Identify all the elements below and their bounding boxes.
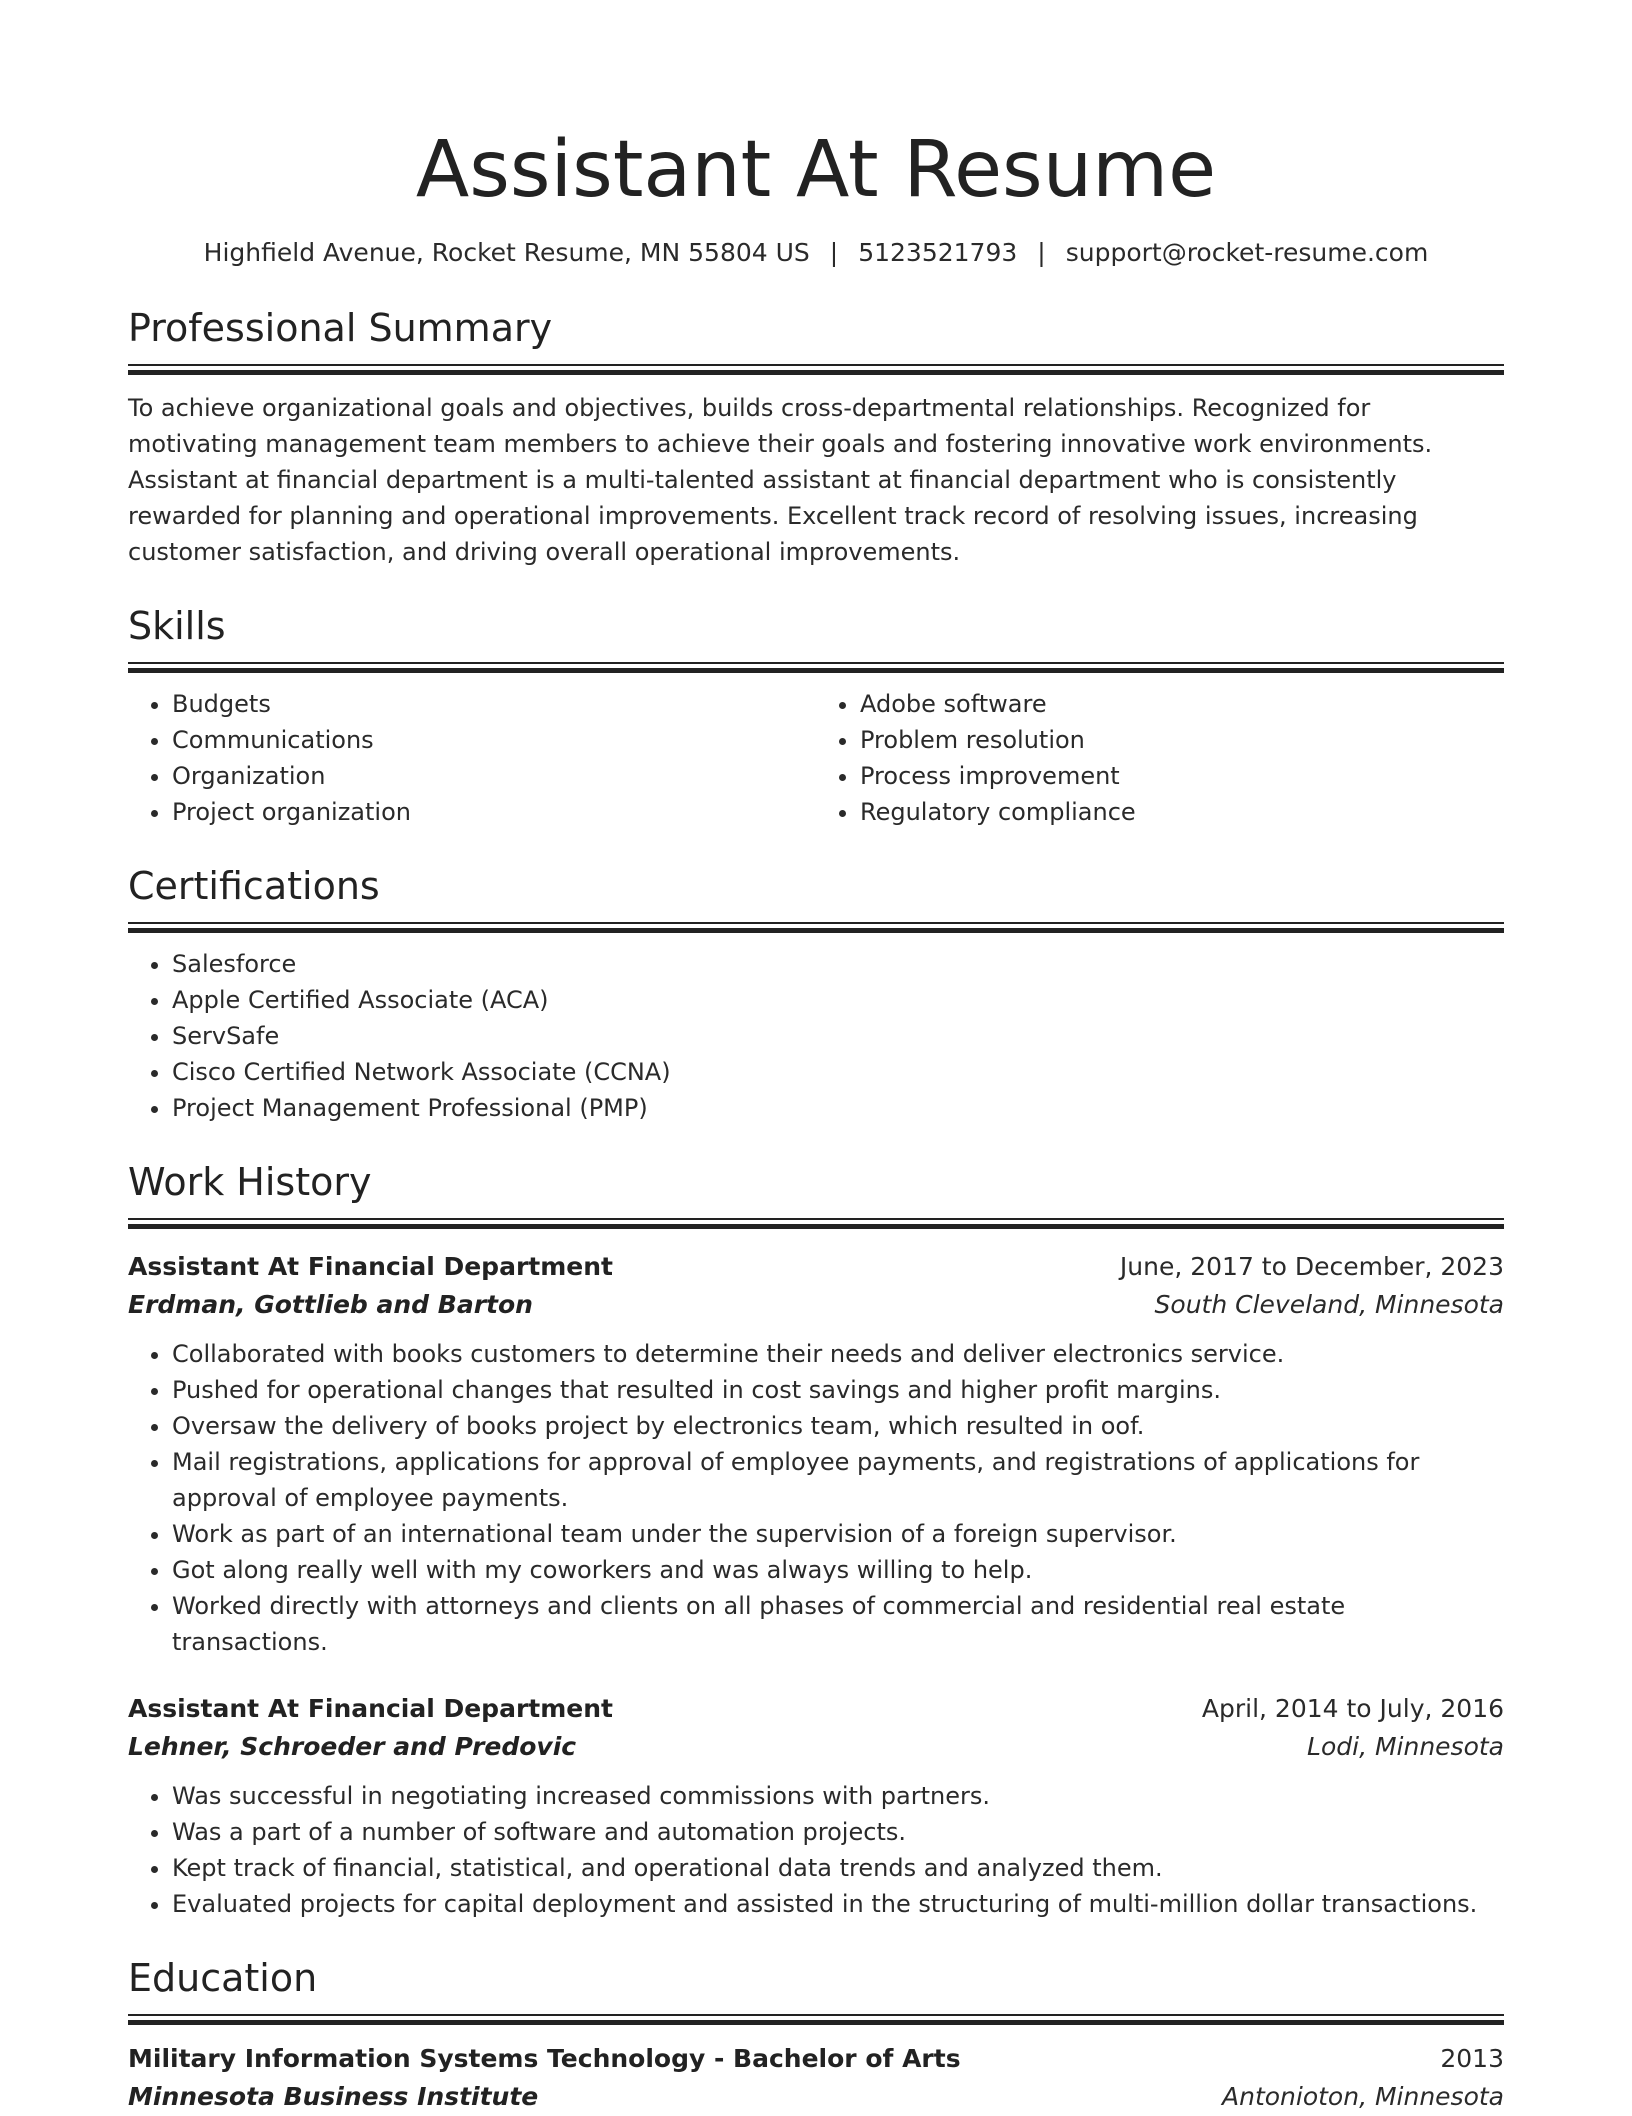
section-title-summary: Professional Summary	[128, 306, 553, 350]
section-divider	[128, 364, 1504, 374]
contact-address: Highfield Avenue, Rocket Resume, MN 55804 US	[203, 238, 810, 267]
section-divider	[128, 922, 1504, 932]
section-divider	[128, 662, 1504, 672]
contact-separator: |	[1037, 238, 1046, 267]
job-entry	[128, 1248, 1504, 1660]
skills-section	[128, 602, 1504, 830]
skills-list-left	[128, 686, 816, 830]
skill-item: • Communications	[172, 722, 816, 758]
education-section	[128, 1954, 1504, 2116]
skill-item: • Problem resolution	[860, 722, 1504, 758]
job-company: Erdman, Gottlieb and Barton	[128, 1290, 533, 1319]
certification-item: • Project Management Professional (PMP)	[172, 1090, 1504, 1126]
section-title-work-history: Work History	[128, 1160, 372, 1204]
certification-item: • Cisco Certified Network Associate (CCNA)	[172, 1054, 1504, 1090]
skill-item: • Organization	[172, 758, 816, 794]
contact-line	[128, 236, 1504, 270]
section-title-education: Education	[128, 1956, 318, 2000]
education-year: 2013	[1440, 2044, 1504, 2073]
job-bullet: • Kept track of financial, statistical, and operational data trends and analyzed them.	[172, 1850, 1504, 1886]
job-bullet: • Collaborated with books customers to determine their needs and deliver electronics service.	[172, 1336, 1504, 1372]
job-title: Assistant At Financial Department	[128, 1252, 613, 1281]
skills-list-right	[816, 686, 1504, 830]
job-bullets	[128, 1336, 1504, 1660]
job-bullet: • Mail registrations, applications for approval of employee payments, and registrations of applications for approval of employee payments.	[172, 1444, 1504, 1516]
job-location: South Cleveland, Minnesota	[1154, 1290, 1504, 1319]
job-title: Assistant At Financial Department	[128, 1694, 613, 1723]
summary-text: To achieve organizational goals and objectives, builds cross-departmental relationships. Recognized for motivating management team members to achieve their goals and fostering innovative work environments. Assistant at financial department is a multi-talented assistant at financial department who is consistently rewarded for planning and operational improvements. Excellent track record of resolving issues, increasing customer satisfaction, and driving overall operational improvements.	[128, 394, 1433, 566]
education-school: Minnesota Business Institute	[128, 2082, 539, 2111]
resume-page	[128, 0, 1504, 2116]
certifications-section	[128, 862, 1504, 1126]
skill-item: • Process improvement	[860, 758, 1504, 794]
job-location: Lodi, Minnesota	[1307, 1732, 1504, 1761]
skills-columns	[128, 686, 1504, 830]
job-bullet: • Oversaw the delivery of books project by electronics team, which resulted in oof.	[172, 1408, 1504, 1444]
contact-phone: 5123521793	[858, 238, 1018, 267]
job-bullet: • Worked directly with attorneys and clients on all phases of commercial and residential real estate transactions.	[172, 1588, 1504, 1660]
job-bullet: • Evaluated projects for capital deployment and assisted in the structuring of multi-million dollar transactions.	[172, 1886, 1504, 1922]
education-degree: Military Information Systems Technology - Bachelor of Arts	[128, 2044, 961, 2073]
certifications-list	[128, 946, 1504, 1126]
summary-section	[128, 304, 1504, 570]
section-divider	[128, 1218, 1504, 1228]
work-history-section	[128, 1158, 1504, 1922]
job-bullet: • Pushed for operational changes that resulted in cost savings and higher profit margins.	[172, 1372, 1504, 1408]
section-title-skills: Skills	[128, 604, 226, 648]
job-dates: June, 2017 to December, 2023	[1119, 1252, 1504, 1281]
candidate-name: Assistant At Resume	[415, 125, 1217, 215]
skill-item: • Adobe software	[860, 686, 1504, 722]
education-entry	[128, 2040, 1504, 2116]
contact-email: support@rocket-resume.com	[1065, 238, 1429, 267]
skill-item: • Regulatory compliance	[860, 794, 1504, 830]
section-title-certifications: Certifications	[128, 864, 380, 908]
job-bullet: • Work as part of an international team under the supervision of a foreign supervisor.	[172, 1516, 1504, 1552]
job-dates: April, 2014 to July, 2016	[1201, 1694, 1504, 1723]
certification-item: • Apple Certified Associate (ACA)	[172, 982, 1504, 1018]
job-entry	[128, 1690, 1504, 1922]
job-bullet: • Was successful in negotiating increased commissions with partners.	[172, 1778, 1504, 1814]
education-location: Antonioton, Minnesota	[1222, 2082, 1504, 2111]
certification-item: • ServSafe	[172, 1018, 1504, 1054]
job-bullets	[128, 1778, 1504, 1922]
job-bullet: • Was a part of a number of software and automation projects.	[172, 1814, 1504, 1850]
job-bullet: • Got along really well with my coworkers and was always willing to help.	[172, 1552, 1504, 1588]
certification-item: • Salesforce	[172, 946, 1504, 982]
skill-item: • Budgets	[172, 686, 816, 722]
section-divider	[128, 2014, 1504, 2024]
job-company: Lehner, Schroeder and Predovic	[128, 1732, 577, 1761]
skill-item: • Project organization	[172, 794, 816, 830]
contact-separator: |	[829, 238, 839, 267]
